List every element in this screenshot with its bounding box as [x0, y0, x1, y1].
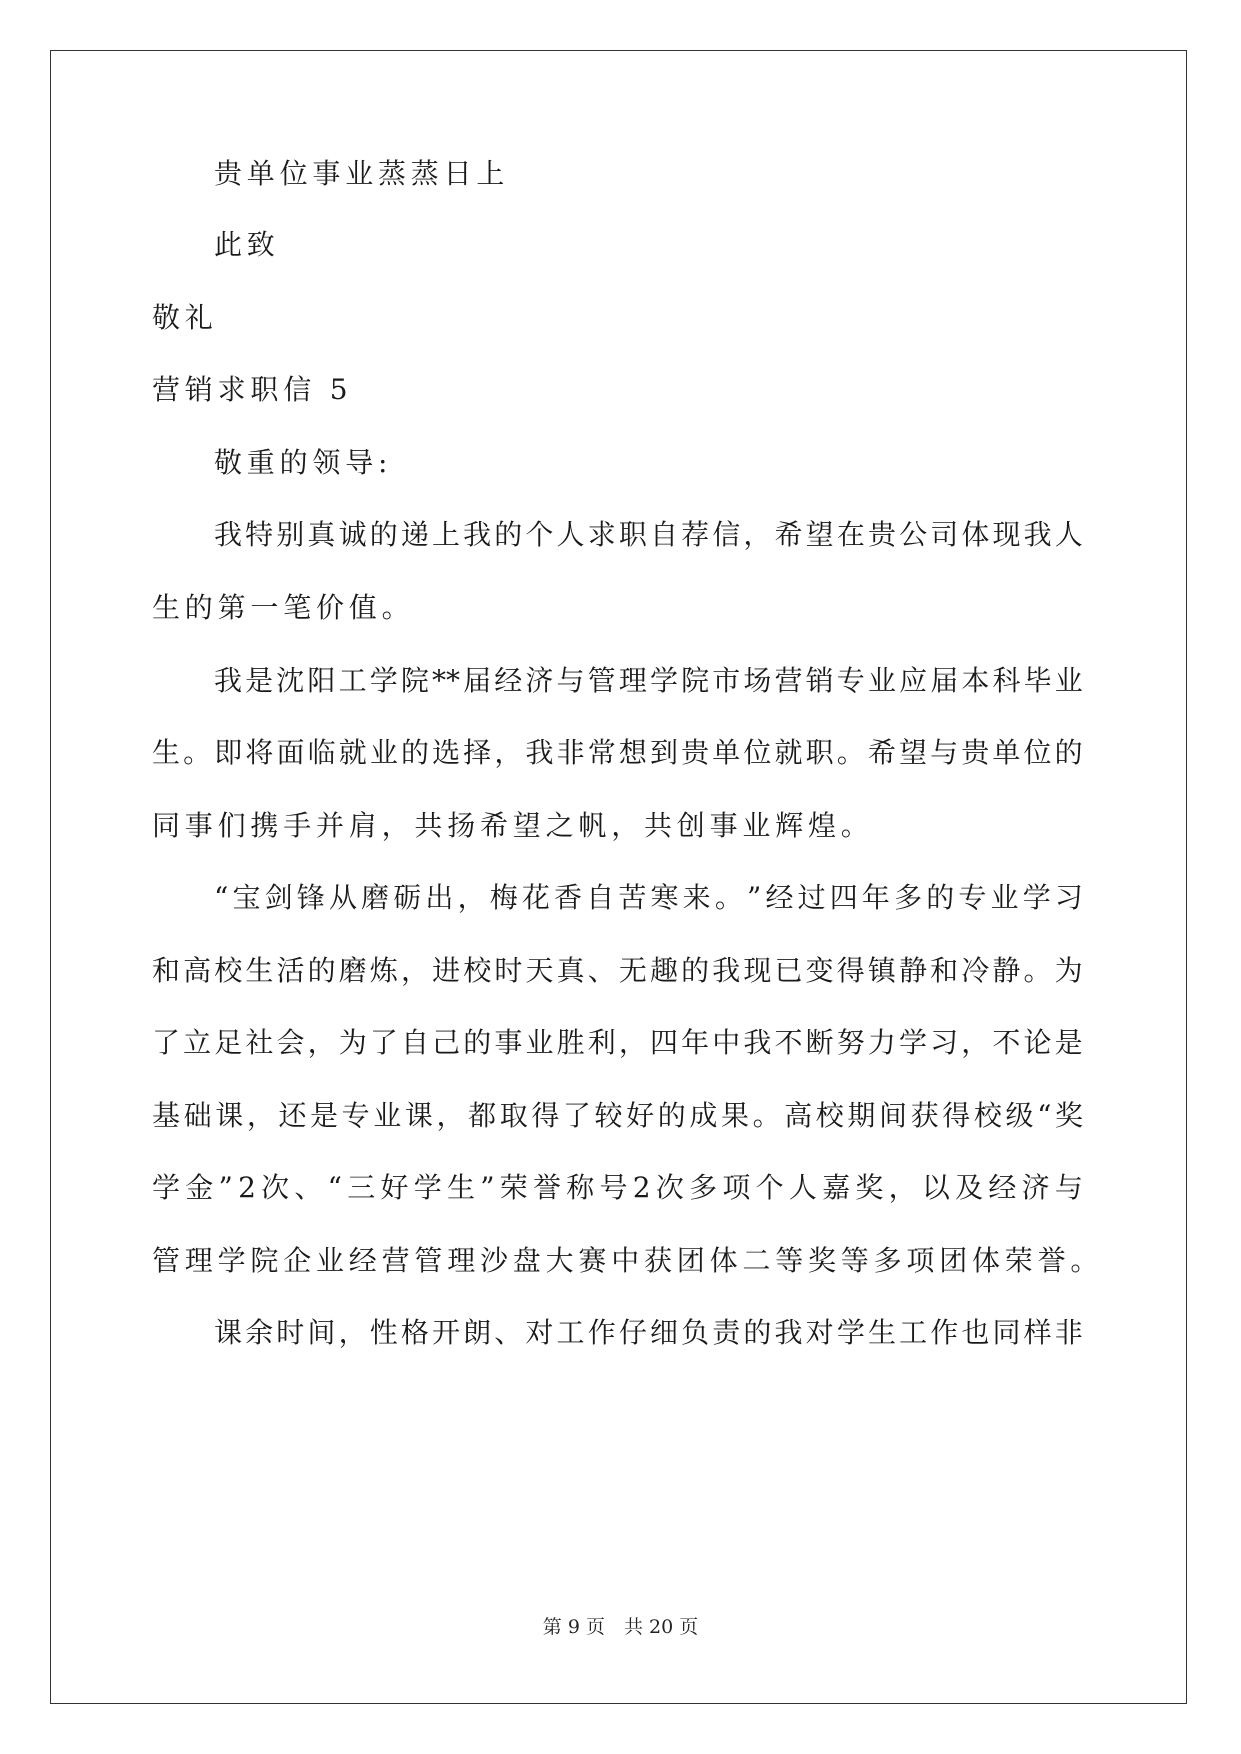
text-line: 贵单位事业蒸蒸日上: [214, 157, 510, 190]
text-line: 课 余 时 间 ， 性 格 开 朗 、 对 工 作 仔 细 负 责 的 我 对 学 生 工 作 也 同 样 非: [214, 1316, 1083, 1349]
text-line: 了 立 足 社 会 ， 为 了 自 己 的 事 业 胜 利 ， 四 年 中 我 不 断 努 力 学 习 ， 不 论 是: [152, 1026, 1083, 1059]
section-title: 营销求职信 5: [152, 373, 353, 406]
text-line: 我 特 别 真 诚 的 递 上 我 的 个 人 求 职 自 荐 信 ， 希 望 在 贵 公 司 体 现 我 人: [214, 518, 1083, 551]
text-line: 敬礼: [152, 301, 218, 334]
text-line: 同事们携手并肩，共扬希望之帆，共创事业辉煌。: [152, 809, 874, 842]
text-line: 此致: [214, 228, 280, 261]
text-line: 和 高 校 生 活 的 磨 炼 ， 进 校 时 天 真 、 无 趣 的 我 现 已 变 得 镇 静 和 冷 静 。 为: [152, 954, 1083, 987]
text-line: 生 。 即 将 面 临 就 业 的 选 择 ， 我 非 常 想 到 贵 单 位 就 职 。 希 望 与 贵 单 位 的: [152, 736, 1083, 769]
page-footer: 第 9 页 共 20 页: [542, 1616, 699, 1638]
text-line: 我 是 沈 阳 工 学 院 ** 届 经 济 与 管 理 学 院 市 场 营 销 专 业 应 届 本 科 毕 业: [214, 664, 1083, 697]
text-line: 管理学院企业经营管理沙盘大赛中获团体二等奖等多项团体荣誉。: [152, 1244, 1104, 1277]
text-line: “ 宝 剑 锋 从 磨 砺 出 ， 梅 花 香 自 苦 寒 来 。 ” 经 过 四 年 多 的 专 业 学 习: [214, 881, 1083, 914]
salutation: 敬重的领导:: [214, 446, 393, 479]
text-line: 学 金 ” 2 次 、 “ 三 好 学 生 ” 荣 誉 称 号 2 次 多 项 个 人 嘉 奖 ， 以 及 经 济 与: [152, 1171, 1083, 1204]
text-line: 基 础 课 ， 还 是 专 业 课 ， 都 取 得 了 较 好 的 成 果 。 高 校 期 间 获 得 校 级 “ 奖: [152, 1099, 1083, 1132]
page-frame: [50, 50, 1187, 1704]
text-line: 生的第一笔价值。: [152, 591, 415, 624]
